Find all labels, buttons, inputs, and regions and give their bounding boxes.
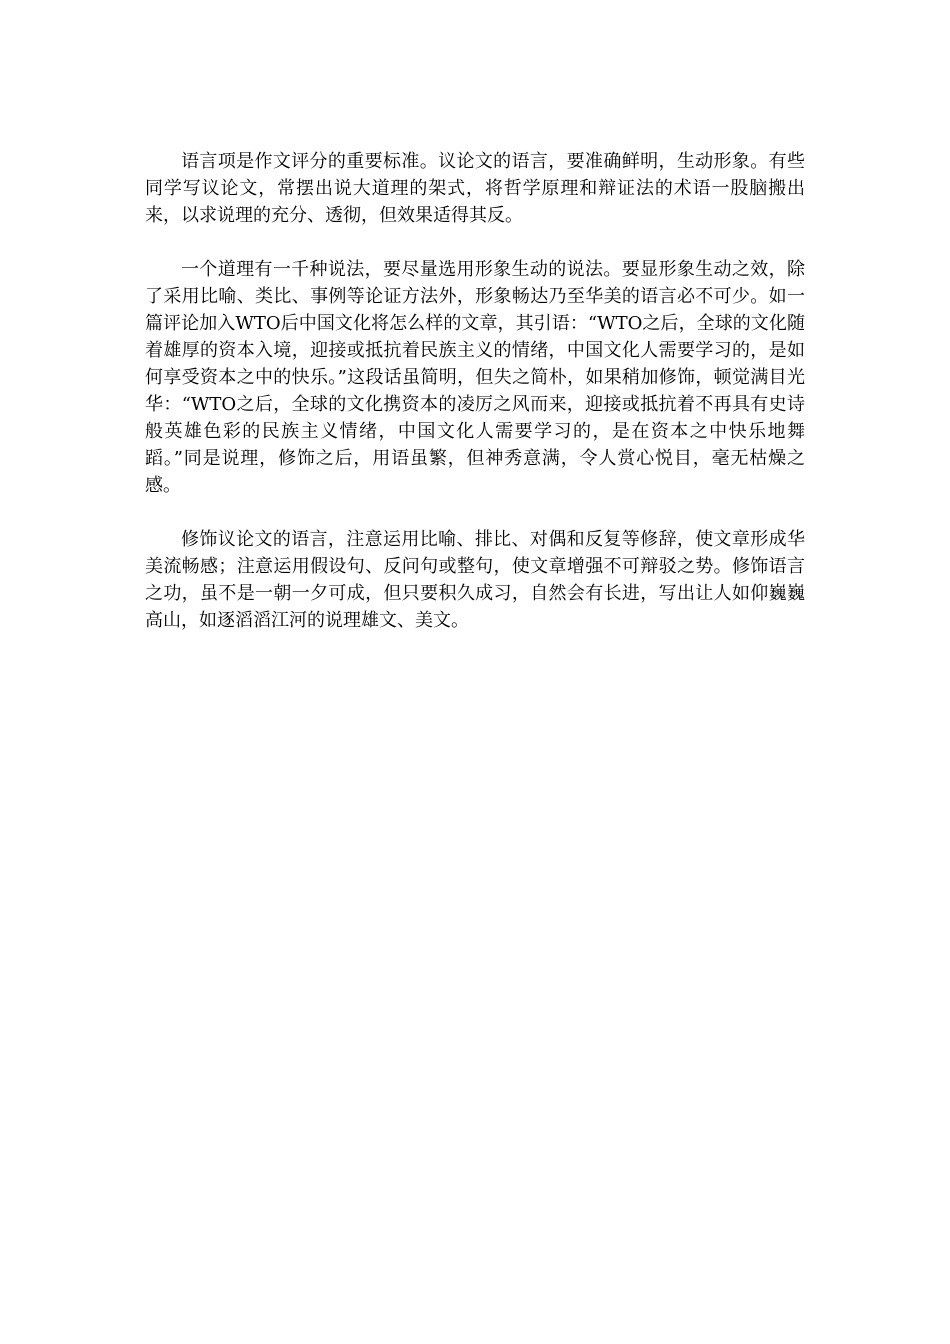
paragraph-2: 一个道理有一千种说法，要尽量选用形象生动的说法。要显形象生动之效，除了采用比喻、类比、事例等论证方法外，形象畅达乃至华美的语言必不可少。如一篇评论加入WTO后中国文化将怎么样的文章，其引语：“WTO之后，全球的文化随着雄厚的资本入境，迎接或抵抗着民族主义的情绪，中国文化人需要学习的，是如何享受资本之中的快乐。”这段话虽简明，但失之简朴，如果稍加修饰，顿觉满目光华：“WTO之后，全球的文化携资本的凌厉之风而来，迎接或抵抗着不再具有史诗般英雄色彩的民族主义情绪，中国文化人需要学习的，是在资本之中快乐地舞蹈。”同是说理，修饰之后，用语虽繁，但神秀意满，令人赏心悦目，毫无枯燥之感。: [145, 259, 805, 496]
document-body: [145, 148, 805, 661]
paragraph-3: 修饰议论文的语言，注意运用比喻、排比、对偶和反复等修辞，使文章形成华美流畅感；注意运用假设句、反问句或整句，使文章增强不可辩驳之势。修饰语言之功，虽不是一朝一夕可成，但只要积久成习，自然会有长进，写出让人如仰巍巍高山，如逐滔滔江河的说理雄文、美文。: [145, 529, 805, 631]
paragraph-1: 语言项是作文评分的重要标准。议论文的语言，要准确鲜明，生动形象。有些同学写议论文，常摆出说大道理的架式，将哲学原理和辩证法的术语一股脑搬出来，以求说理的充分、透彻，但效果适得其反。: [145, 151, 805, 226]
